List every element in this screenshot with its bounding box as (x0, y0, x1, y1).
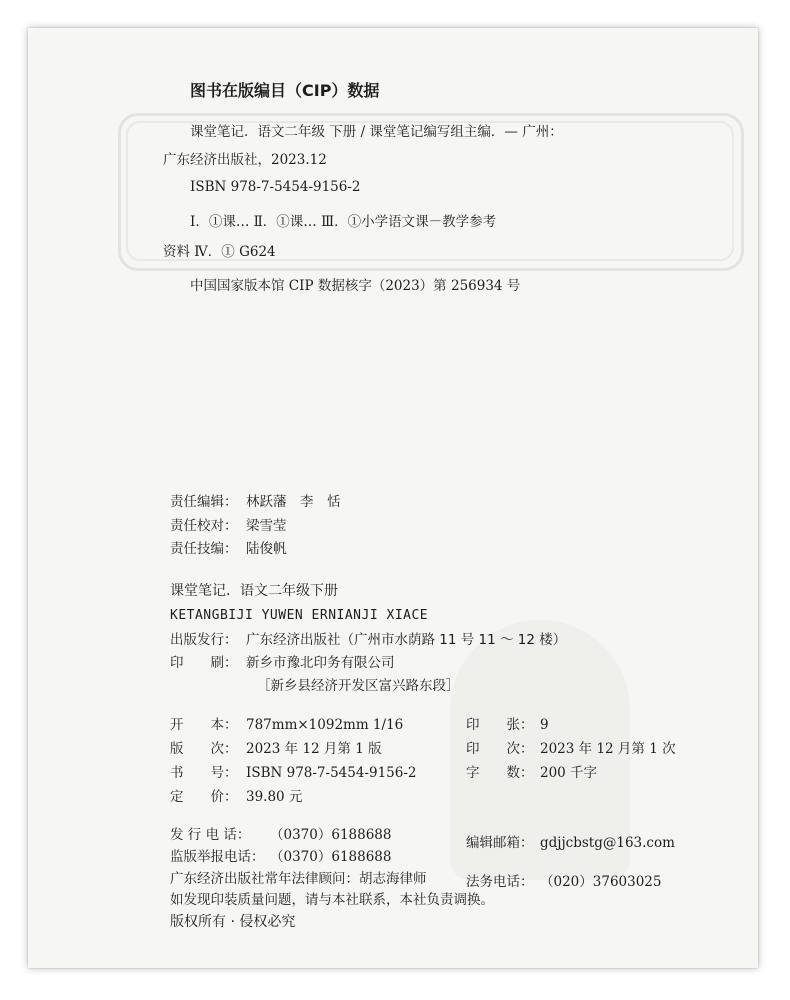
publisher: 广东经济出版社（广州市水荫路 11 号 11 ～ 12 楼） (246, 632, 567, 648)
word-count-label: 字 数： (466, 765, 534, 781)
editor-email: gdjjcbstg@163.com (540, 835, 675, 851)
sheets: 9 (540, 717, 549, 733)
price-label: 定 价： (170, 789, 238, 805)
sales-phone: （0370）6188688 (270, 827, 392, 843)
piracy-report-phone: （0370）6188688 (270, 849, 392, 865)
book-title-pinyin: KETANGBIJI YUWEN ERNIANJI XIACE (170, 608, 429, 623)
printer-label: 印 刷： (170, 655, 238, 671)
proofreader-label: 责任校对： (170, 518, 238, 534)
editor-names: 林跃藩 李 恬 (246, 494, 341, 510)
cip-line-1: 课堂笔记．语文二年级 下册 / 课堂笔记编写组主编．— 广州： (190, 124, 563, 140)
format: 787mm×1092mm 1/16 (246, 717, 404, 733)
edition-label: 版 次： (170, 741, 238, 757)
tech-editor-label: 责任技编： (170, 541, 238, 557)
cip-approval-number: 中国国家版本馆 CIP 数据核字（2023）第 256934 号 (190, 278, 521, 294)
price: 39.80 元 (246, 789, 303, 805)
legal-counsel: 广东经济出版社常年法律顾问：胡志海律师 (170, 871, 427, 887)
cip-classification: Ⅰ．①课… Ⅱ．①课… Ⅲ．①小学语文课－教学参考 (190, 214, 497, 230)
tech-editor-name: 陆俊帆 (246, 541, 287, 557)
printing-label: 印 次： (466, 741, 534, 757)
book-number: ISBN 978-7-5454-9156-2 (246, 765, 417, 781)
piracy-report-label: 监版举报电话： (170, 849, 265, 865)
proofreader-name: 梁雪莹 (246, 518, 287, 534)
book-title: 课堂笔记．语文二年级下册 (170, 583, 338, 599)
cip-isbn: ISBN 978-7-5454-9156-2 (190, 179, 361, 195)
legal-phone-label: 法务电话： (466, 874, 534, 890)
editor-email-label: 编辑邮箱： (466, 835, 534, 851)
word-count: 200 千字 (540, 765, 598, 781)
sales-phone-label: 发 行 电 话： (170, 827, 251, 843)
cip-line-2: 广东经济出版社，2023.12 (163, 152, 327, 168)
edition: 2023 年 12 月第 1 版 (246, 741, 382, 757)
publisher-label: 出版发行： (170, 632, 238, 648)
printer-address: ［新乡县经济开发区富兴路东段］ (257, 678, 460, 694)
printer: 新乡市豫北印务有限公司 (246, 655, 395, 671)
copyright-notice: 版权所有 · 侵权必究 (170, 914, 296, 930)
book-number-label: 书 号： (170, 765, 238, 781)
format-label: 开 本： (170, 717, 238, 733)
printing: 2023 年 12 月第 1 次 (540, 741, 676, 757)
sheets-label: 印 张： (466, 717, 534, 733)
editor-label: 责任编辑： (170, 494, 238, 510)
cip-classification-2: 资料 Ⅳ．① G624 (163, 244, 276, 260)
legal-phone: （020）37603025 (540, 874, 662, 890)
quality-notice: 如发现印装质量问题，请与本社联系，本社负责调换。 (170, 892, 494, 908)
cip-heading: 图书在版编目（CIP）数据 (190, 81, 380, 100)
